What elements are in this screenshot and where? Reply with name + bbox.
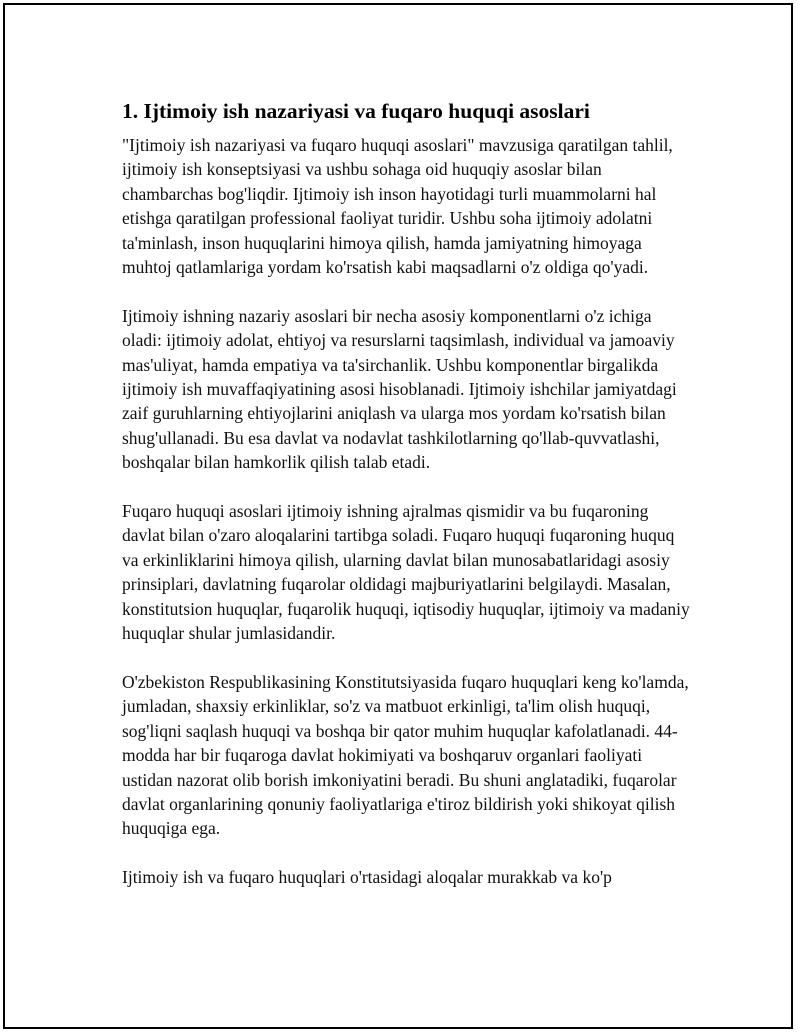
page-frame [3, 3, 793, 1029]
paragraph-5: Ijtimoiy ish va fuqaro huquqlari o'rtasidagi aloqalar murakkab va ko'p [122, 867, 612, 888]
paragraph-1: "Ijtimoiy ish nazariyasi va fuqaro huquqi asoslari" mavzusiga qaratilgan tahlil, ijtimoiy ish konseptsiyasi va ushbu sohaga oid huquqiy asoslar bilan chambarchas bog'liqdir. Ijtimoiy ish inson hayotidagi turli muammolarni hal etishga qaratilgan professional faoliyat turidir. Ushbu soha ijtimoiy adolatni ta'minlash, inson huquqlarini himoya qilish, hamda jamiyatning himoyaga muhtoj qatlamlariga yordam ko'rsatish kabi maqsadlarni o'z oldiga qo'yadi. [122, 135, 673, 278]
document-body [122, 97, 692, 914]
paragraph-3: Fuqaro huquqi asoslari ijtimoiy ishning ajralmas qismidir va bu fuqaroning davlat bilan o'zaro aloqalarini tartibga soladi. Fuqaro huquqi fuqaroning huquq va erkinliklarini himoya qilish, ularning davlat bilan munosabatlaridagi asosiy prinsiplari, davlatning fuqarolar oldidagi majburiyatlarini belgilaydi. Masalan, konstitutsion huquqlar, fuqarolik huquqi, iqtisodiy huquqlar, ijtimoiy va madaniy huquqlar shular jumlasidandir. [122, 501, 690, 644]
section-heading: 1. Ijtimoiy ish nazariyasi va fuqaro huquqi asoslari [122, 99, 590, 123]
paragraph-2: Ijtimoiy ishning nazariy asoslari bir necha asosiy komponentlarni o'z ichiga oladi: ijtimoiy adolat, ehtiyoj va resurslarni taqsimlash, individual va jamoaviy mas'uliyat, hamda empatiya va ta'sirchanlik. Ushbu komponentlar birgalikda ijtimoiy ish muvaffaqiyatining asosi hisoblanadi. Ijtimoiy ishchilar jamiyatdagi zaif guruhlarning ehtiyojlarini aniqlash va ularga mos yordam ko'rsatish bilan shug'ullanadi. Bu esa davlat va nodavlat tashkilotlarning qo'llab-quvvatlashi, boshqalar bilan hamkorlik qilish talab etadi. [122, 305, 677, 473]
paragraph-4: O'zbekiston Respublikasining Konstitutsiyasida fuqaro huquqlari keng ko'lamda, jumladan, shaxsiy erkinliklar, so'z va matbuot erkinligi, ta'lim olish huquqi, sog'liqni saqlash huquqi va boshqa bir qator muhim huquqlar kafolatlanadi. 44-modda har bir fuqaroga davlat hokimiyati va boshqaruv organlari faoliyati ustidan nazorat olib borish imkoniyatini beradi. Bu shuni anglatadiki, fuqarolar davlat organlarining qonuniy faoliyatlariga e'tiroz bildirish yoki shikoyat qilish huquqiga ega. [122, 671, 689, 839]
